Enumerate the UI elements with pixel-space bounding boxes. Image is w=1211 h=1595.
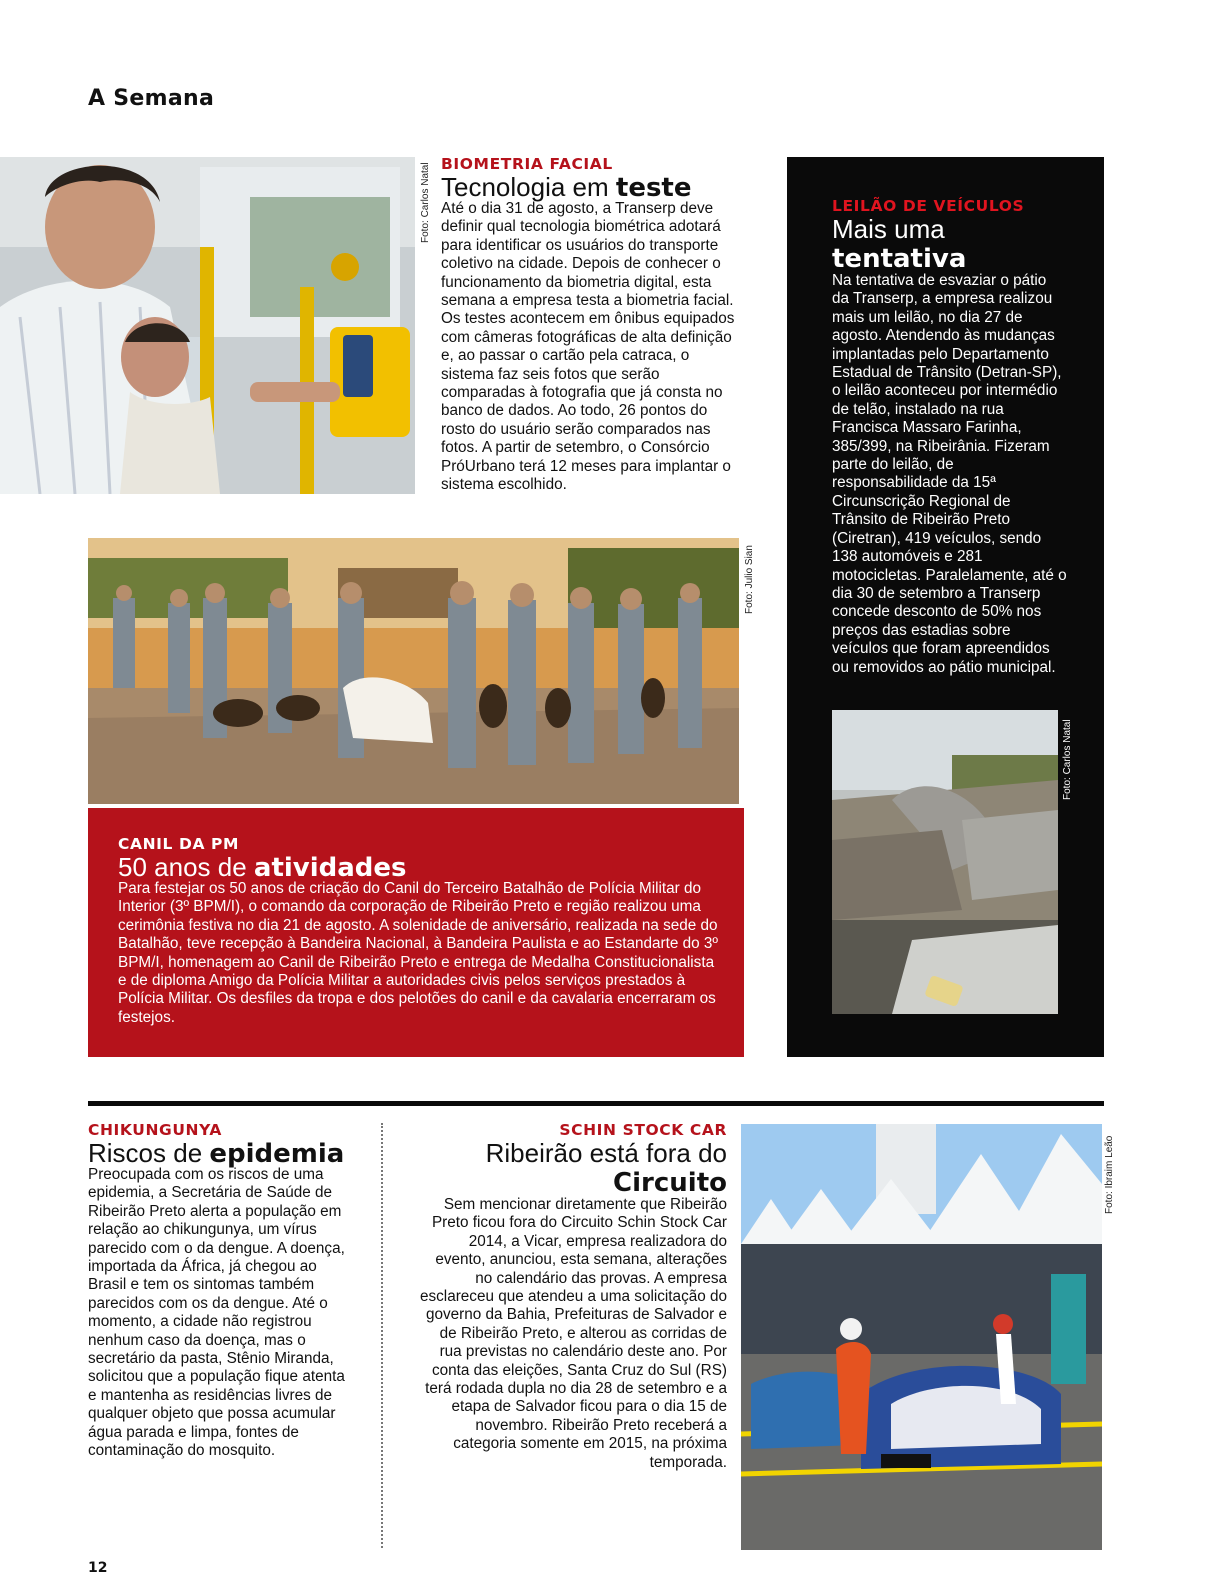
page-number: 12 (88, 1560, 108, 1576)
stockcar-article (420, 1121, 727, 1472)
stockcar-photo-credit: Foto: Ibraim Leão (1104, 1135, 1115, 1214)
leilao-title-light: Mais uma (832, 214, 945, 244)
biometria-photo-credit: Foto: Carlos Natal (420, 162, 431, 243)
canil-body: Para festejar os 50 anos de criação do Canil do Terceiro Batalhão de Polícia Militar do Interior (3º BPM/I), o comando da corporação de Ribeirão Preto e região realizou uma cerimônia festiva no dia 21 de agosto. A solenidade de aniversário, realizada na sede do Batalhão, teve recepção à Bandeira Nacional, à Bandeira Paulista e ao Estandarte do 3º BPM/I, homenagem ao Canil de Ribeirão Preto e entrega de Medalha Constitucionalista e de diploma Amigo da Polícia Militar a autoridades civis pelos serviços prestados à Polícia Militar. Os desfiles da tropa e dos pelotões do canil e da cavalaria encerraram os festejos. (118, 880, 719, 1026)
canil-article (118, 835, 728, 1027)
chikungunya-article (88, 1121, 353, 1461)
biometria-photo (0, 157, 415, 494)
section-divider (88, 1101, 1104, 1106)
leilao-photo (832, 710, 1058, 1014)
stockcar-kicker: SCHIN STOCK CAR (559, 1121, 727, 1139)
biometria-headline (441, 173, 751, 203)
chikungunya-body: Preocupada com os riscos de uma epidemia, a Secretária de Saúde de Ribeirão Preto alerta a população em relação ao chikungunya, um vírus parecido com o da dengue. A doença, importada da África, já chegou ao Brasil e tem os sintomas também parecidos com os da dengue. Até o momento, a cidade não registrou nenhum caso da doença, mas o secretário da pasta, Stênio Miranda, solicitou que a população fique atenta e mantenha as residências livres de qualquer objeto que possa acumular água parada e limpa, fontes de contaminação do mosquito. (88, 1166, 345, 1460)
canil-title-bold: atividades (253, 853, 407, 883)
chikungunya-headline (88, 1139, 353, 1169)
leilao-photo-credit: Foto: Carlos Natal (1062, 719, 1073, 800)
stockcar-title-bold: Circuito (613, 1168, 727, 1198)
stockcar-headline (420, 1139, 727, 1198)
leilao-body: Na tentativa de esvaziar o pátio da Transerp, a empresa realizou mais um leilão, no dia 27 de agosto. Atendendo às mudanças implantadas pelo Departamento Estadual de Trânsito (Detran-SP), o leilão aconteceu por intermédio de telão, instalado na rua Francisca Massaro Farinha, 385/399, na Ribeirânia. Fizeram parte do leilão, de responsabilidade da 15ª Circunscrição Regional de Trânsito de Ribeirão Preto (Ciretran), 419 veículos, sendo 138 automóveis e 281 motocicletas. Paralelamente, até o dia 30 de setembro a Transerp concede desconto de 50% nos preços das estadias sobre veículos que foram apreendidos ou removidos ao pátio municipal. (832, 272, 1067, 676)
canil-kicker: CANIL DA PM (118, 835, 240, 853)
chikungunya-title-light: Riscos de (88, 1138, 203, 1168)
canil-photo (88, 538, 739, 804)
stockcar-photo (741, 1124, 1102, 1550)
column-separator (381, 1123, 383, 1548)
biometria-kicker: BIOMETRIA FACIAL (441, 155, 613, 173)
leilao-article (832, 197, 1067, 677)
biometria-article (441, 155, 751, 495)
leilao-box (787, 157, 1104, 1057)
biometria-title-bold: teste (615, 173, 692, 203)
canil-headline (118, 853, 728, 883)
biometria-body: Até o dia 31 de agosto, a Transerp deve definir qual tecnologia biométrica adotará para identificar os usuários do transporte coletivo na cidade. Depois de conhecer o funcionamento da biometria digital, esta semana a empresa testa a biometria facial. Os testes acontecem em ônibus equipados com câmeras fotográficas de alta definição e, ao passar o cartão pela catraca, o sistema faz seis fotos que serão comparadas à fotografia que já consta no banco de dados. Ao todo, 26 pontos do rosto do usuário serão comparados nas fotos. A partir de setembro, o Consórcio PróUrbano terá 12 meses para implantar o sistema escolhido. (441, 200, 735, 494)
leilao-headline (832, 215, 1067, 274)
section-title: A Semana (88, 86, 215, 111)
stockcar-body: Sem mencionar diretamente que Ribeirão Preto ficou fora do Circuito Schin Stock Car 2014, a Vicar, empresa realizadora do evento, anunciou, esta semana, alterações no calendário das provas. A empresa esclareceu que atendeu a uma solicitação do governo da Bahia, Prefeituras de Salvador e de Ribeirão Preto, e alterou as corridas de rua previstas no calendário deste ano. Por conta das eleições, Santa Cruz do Sul (RS) terá rodada dupla no dia 28 de setembro e a etapa de Salvador ficou para o dia 15 de novembro. Ribeirão Preto receberá a categoria somente em 2015, na próxima temporada. (420, 1196, 727, 1471)
biometria-title-light: Tecnologia em (441, 172, 609, 202)
chikungunya-kicker: CHIKUNGUNYA (88, 1121, 223, 1139)
chikungunya-title-bold: epidemia (209, 1139, 345, 1169)
stockcar-title-light: Ribeirão está fora do (485, 1138, 727, 1168)
canil-box (88, 808, 744, 1057)
canil-photo-credit: Foto: Julio Sian (744, 545, 755, 614)
canil-title-light: 50 anos de (118, 852, 247, 882)
leilao-kicker: LEILÃO DE VEÍCULOS (832, 197, 1025, 215)
leilao-title-bold: tentativa (832, 244, 967, 274)
